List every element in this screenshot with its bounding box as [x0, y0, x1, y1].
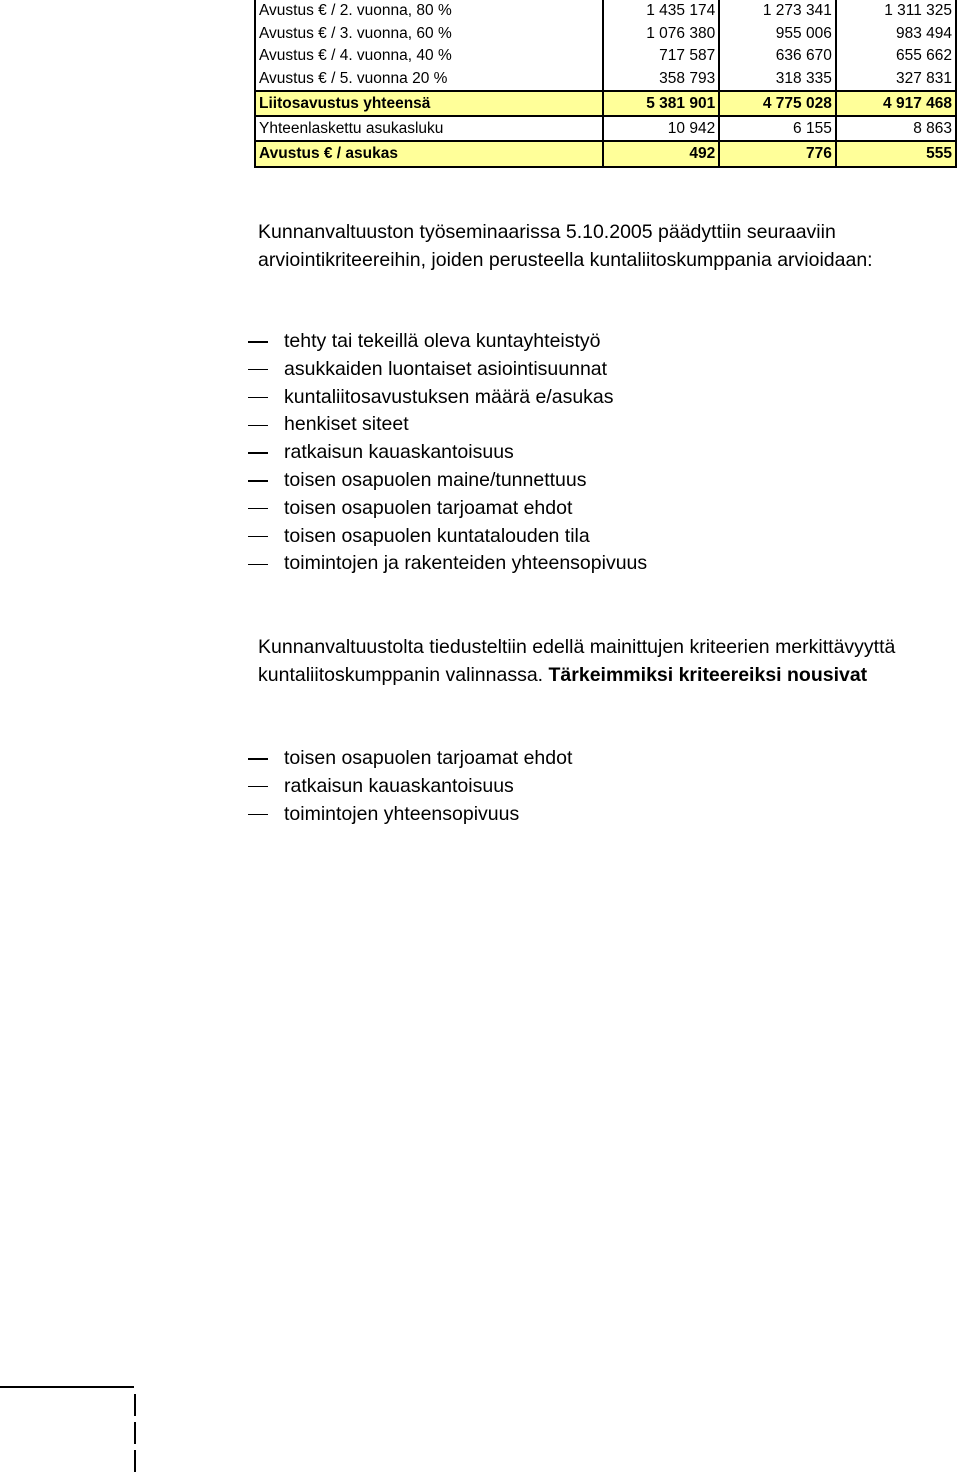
total-value: 4 775 028 — [719, 91, 836, 116]
dash-bullet-icon — [248, 341, 268, 343]
list-item: toisen osapuolen maine/tunnettuus — [248, 467, 647, 495]
dash-bullet-icon — [248, 564, 268, 566]
dash-bullet-icon — [248, 480, 268, 482]
list-item: ratkaisun kauaskantoisuus — [248, 773, 572, 801]
table-row — [255, 45, 956, 68]
population-value: 6 155 — [719, 116, 836, 141]
list-item: toisen osapuolen tarjoamat ehdot — [248, 495, 647, 523]
per-resident-label: Avustus € / asukas — [255, 141, 603, 167]
dash-bullet-icon — [248, 814, 268, 816]
population-label: Yhteenlaskettu asukasluku — [255, 116, 603, 141]
list-item: toisen osapuolen kuntatalouden tila — [248, 523, 647, 551]
per-resident-value: 492 — [603, 141, 720, 167]
list-item: tehty tai tekeillä oleva kuntayhteistyö — [248, 328, 647, 356]
table-row — [255, 23, 956, 46]
survey-text: Kunnanvaltuustolta tiedusteltiin edellä mainittujen kriteerien merkittävyyttä kuntaliitoskumppanin valinnassa. — [258, 636, 896, 686]
total-value: 5 381 901 — [603, 91, 720, 116]
total-label: Liitosavustus yhteensä — [255, 91, 603, 116]
subsidy-table — [254, 0, 957, 168]
row-label: Avustus € / 5. vuonna 20 % — [255, 68, 603, 92]
intro-paragraph: Kunnanvaltuuston työseminaarissa 5.10.2005 päädyttiin seuraaviin arviointikriteereihin, joiden perusteella kuntaliitoskumppania arvioidaan: — [258, 221, 873, 271]
population-value: 8 863 — [836, 116, 956, 141]
row-value: 1 435 174 — [603, 0, 720, 23]
total-value: 4 917 468 — [836, 91, 956, 116]
footer-rule — [0, 1386, 134, 1388]
row-value: 636 670 — [719, 45, 836, 68]
row-value: 655 662 — [836, 45, 956, 68]
dash-bullet-icon — [248, 536, 268, 538]
dash-bullet-icon — [248, 508, 268, 510]
row-value: 955 006 — [719, 23, 836, 46]
dash-bullet-icon — [248, 397, 268, 399]
list-item: kuntaliitosavustuksen määrä e/asukas — [248, 384, 647, 412]
top-criteria-list — [248, 745, 572, 828]
list-item: toimintojen ja rakenteiden yhteensopivuus — [248, 550, 647, 578]
list-item: toimintojen yhteensopivuus — [248, 801, 572, 829]
row-value: 1 273 341 — [719, 0, 836, 23]
row-value: 1 076 380 — [603, 23, 720, 46]
row-value: 318 335 — [719, 68, 836, 92]
table-row — [255, 68, 956, 92]
dash-bullet-icon — [248, 425, 268, 427]
dash-bullet-icon — [248, 758, 268, 760]
dash-bullet-icon — [248, 369, 268, 371]
footer-bar — [134, 1394, 136, 1416]
row-label: Avustus € / 2. vuonna, 80 % — [255, 0, 603, 23]
per-resident-value: 555 — [836, 141, 956, 167]
list-item: toisen osapuolen tarjoamat ehdot — [248, 745, 572, 773]
row-label: Avustus € / 4. vuonna, 40 % — [255, 45, 603, 68]
per-resident-value: 776 — [719, 141, 836, 167]
total-row — [255, 91, 956, 116]
list-item: asukkaiden luontaiset asiointisuunnat — [248, 356, 647, 384]
table-row — [255, 0, 956, 23]
row-value: 327 831 — [836, 68, 956, 92]
footer-bar — [134, 1450, 136, 1472]
list-item: henkiset siteet — [248, 411, 647, 439]
footer-bar — [134, 1422, 136, 1444]
population-value: 10 942 — [603, 116, 720, 141]
dash-bullet-icon — [248, 452, 268, 454]
row-label: Avustus € / 3. vuonna, 60 % — [255, 23, 603, 46]
dash-bullet-icon — [248, 786, 268, 788]
row-value: 1 311 325 — [836, 0, 956, 23]
population-row — [255, 116, 956, 141]
survey-paragraph — [258, 633, 958, 689]
criteria-list — [248, 328, 647, 578]
row-value: 717 587 — [603, 45, 720, 68]
list-item: ratkaisun kauaskantoisuus — [248, 439, 647, 467]
survey-bold-text: Tärkeimmiksi kriteereiksi nousivat — [548, 664, 868, 686]
per-resident-row — [255, 141, 956, 167]
row-value: 358 793 — [603, 68, 720, 92]
row-value: 983 494 — [836, 23, 956, 46]
